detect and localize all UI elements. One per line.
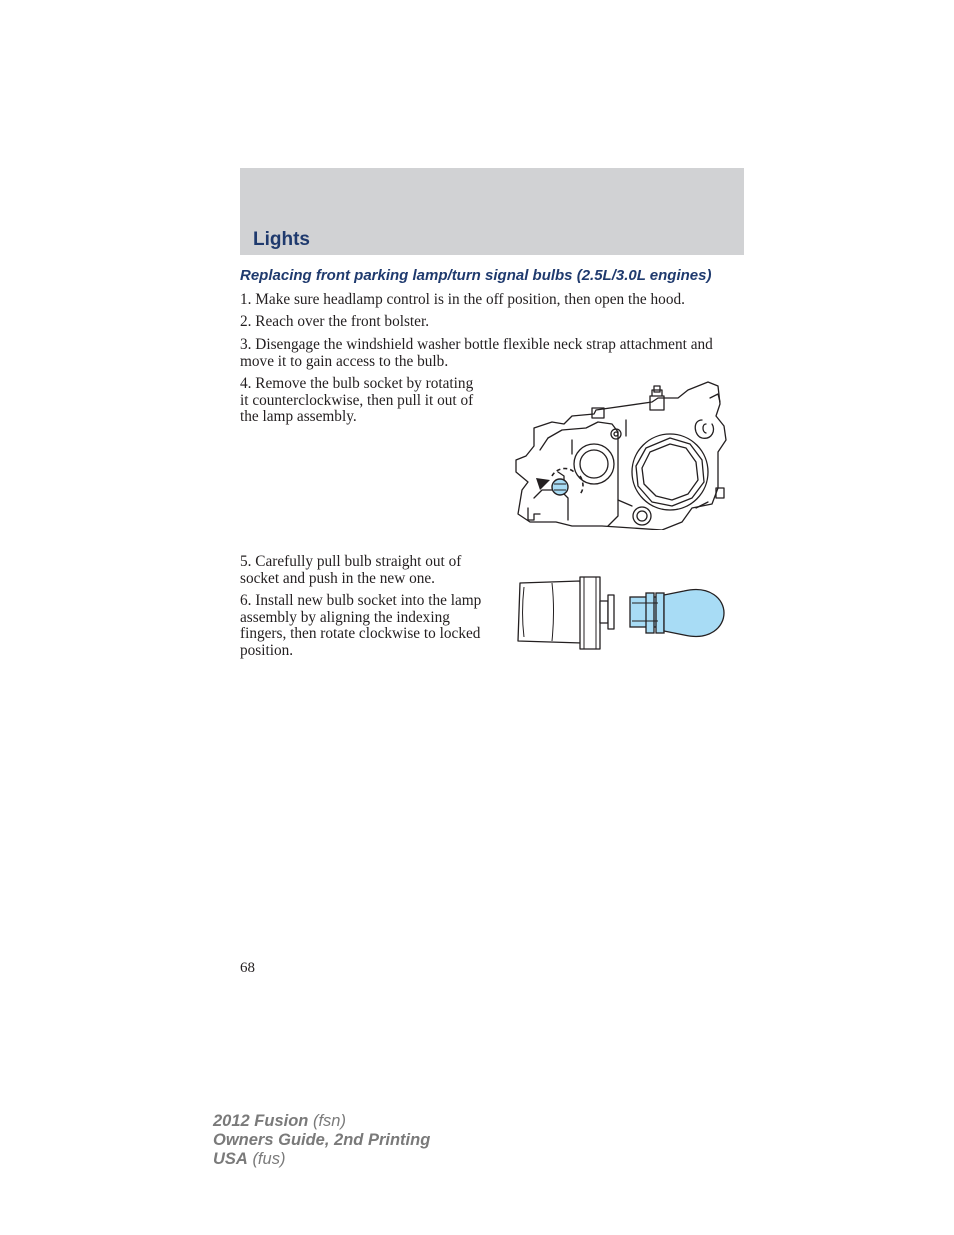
counterclockwise-arrow-icon — [536, 478, 550, 490]
step-4: 4. Remove the bulb socket by rotating it counterclockwise, then pull it out of the lamp assembly. — [240, 375, 474, 425]
step-1: 1. Make sure headlamp control is in the off position, then open the hood. — [240, 291, 685, 308]
document-footer — [213, 1112, 430, 1169]
footer-line-3: USA (fus) — [213, 1150, 286, 1168]
step-2: 2. Reach over the front bolster. — [240, 313, 430, 330]
page-number: 68 — [240, 960, 255, 976]
step-3: 3. Disengage the windshield washer bottle flexible neck strap attachment and move it to gain access to the bulb. — [240, 336, 713, 370]
bulb-glass — [664, 590, 724, 637]
footer-line-1: 2012 Fusion (fsn) — [213, 1112, 346, 1130]
step-5: 5. Carefully pull bulb straight out of socket and push in the new one. — [240, 553, 462, 587]
footer-line-2: Owners Guide, 2nd Printing — [213, 1131, 431, 1149]
section-header-band — [240, 168, 744, 255]
subheading: Replacing front parking lamp/turn signal bulbs (2.5L/3.0L engines) — [240, 267, 712, 284]
step-6: 6. Install new bulb socket into the lamp assembly by aligning the indexing fingers, then rotate clockwise to locked position. — [240, 592, 482, 659]
bulb-socket-illustration — [514, 575, 726, 651]
headlamp-assembly-illustration — [512, 380, 730, 530]
bulb-socket-marker — [552, 479, 568, 495]
section-title: Lights — [253, 229, 310, 250]
